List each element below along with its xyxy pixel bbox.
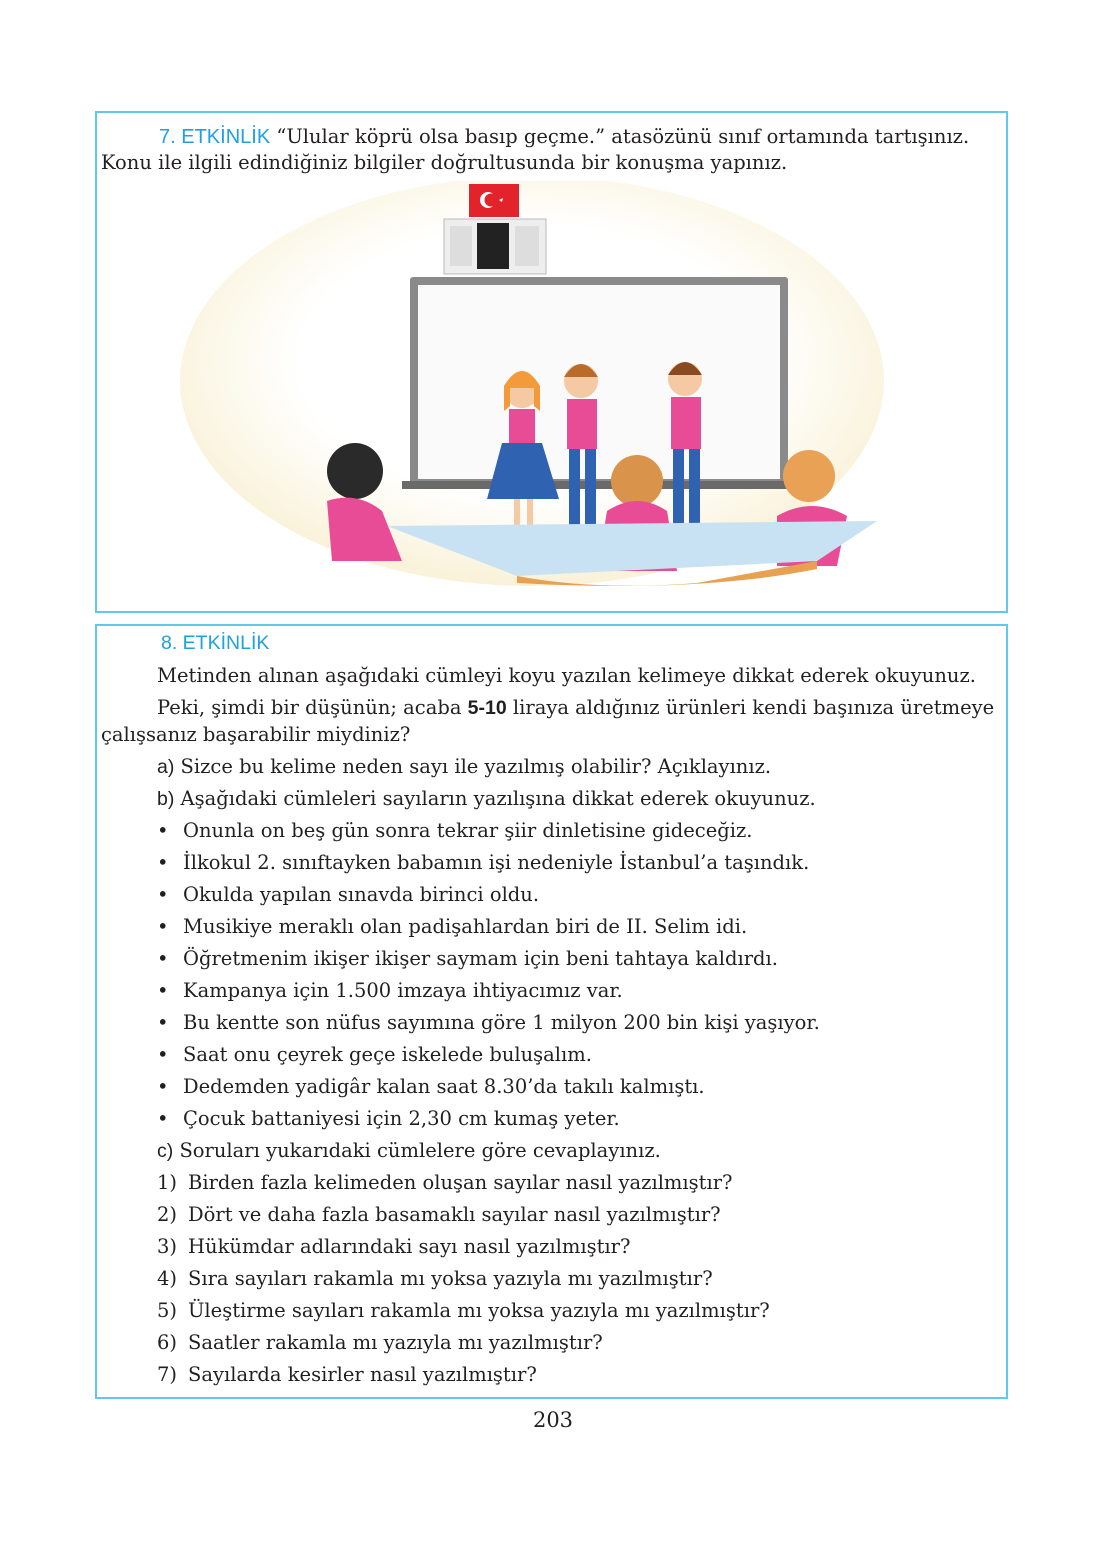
question-number: 6)	[157, 1331, 178, 1354]
bullet-text: Öğretmenim ikişer ikişer saymam için beni tahtaya kaldırdı.	[183, 947, 778, 970]
bullet-item	[101, 850, 998, 876]
bullet-item	[101, 1074, 998, 1100]
bullet-item	[101, 946, 998, 972]
bullet-item	[101, 914, 998, 940]
question-number: 4)	[157, 1267, 178, 1290]
question-a	[101, 754, 998, 780]
question-number: 1)	[157, 1171, 178, 1194]
activity-7-prompt-line2: Konu ile ilgili edindiğiniz bilgiler doğrultusunda bir konuşma yapınız.	[101, 151, 788, 174]
numbered-question	[101, 1362, 998, 1388]
text-c: Soruları yukarıdaki cümlelere göre cevaplayınız.	[173, 1139, 661, 1162]
activity-8-label: 8. ETKİNLİK	[161, 632, 270, 654]
bullet-text: Dedemden yadigâr kalan saat 8.30’da takılı kalmıştı.	[183, 1075, 705, 1098]
bullet-text: Onunla on beş gün sonra tekrar şiir dinletisine gideceğiz.	[183, 819, 753, 842]
numbered-question	[101, 1234, 998, 1260]
bullet-icon: •	[157, 851, 169, 874]
bullet-text: Saat onu çeyrek geçe iskelede buluşalım.	[183, 1043, 592, 1066]
question-text: Saatler rakamla mı yazıyla mı yazılmıştır?	[188, 1331, 603, 1354]
bullet-icon: •	[157, 915, 169, 938]
text-b: Aşağıdaki cümleleri sayıların yazılışına dikkat ederek okuyunuz.	[174, 787, 816, 810]
label-a: a)	[157, 756, 175, 778]
bullet-icon: •	[157, 1043, 169, 1066]
question-text: Sıra sayıları rakamla mı yoksa yazıyla mı yazılmıştır?	[188, 1267, 713, 1290]
numbered-question	[101, 1266, 998, 1292]
activity-8-intro: Metinden alınan aşağıdaki cümleyi koyu yazılan kelimeye dikkat ederek okuyunuz.	[157, 664, 976, 687]
label-b: b)	[157, 788, 175, 810]
activity-7-prompt: “Ulular köprü olsa basıp geçme.” atasözünü sınıf ortamında tartışınız.	[270, 125, 970, 148]
activity-8-quote	[101, 695, 998, 721]
bullet-text: Kampanya için 1.500 imzaya ihtiyacımız var.	[183, 979, 623, 1002]
bullet-icon: •	[157, 979, 169, 1002]
activity-7-label: 7. ETKİNLİK	[159, 126, 271, 148]
question-text: Üleştirme sayıları rakamla mı yoksa yazıyla mı yazılmıştır?	[188, 1299, 770, 1322]
question-text: Sayılarda kesirler nasıl yazılmıştır?	[188, 1363, 537, 1386]
ataturk-poster	[444, 219, 546, 274]
bullet-icon: •	[157, 1075, 169, 1098]
activity-8-quote-line2: çalışsanız başarabilir miydiniz?	[101, 723, 411, 746]
bullet-item	[101, 1010, 998, 1036]
activity-7-text	[101, 124, 998, 176]
quote-text-cont: liraya aldığınız ürünleri kendi başınıza üretmeye	[506, 696, 995, 719]
question-text: Hükümdar adlarındaki sayı nasıl yazılmıştır?	[188, 1235, 631, 1258]
page-number: 203	[532, 1408, 574, 1432]
whiteboard	[402, 277, 796, 489]
question-b	[101, 786, 998, 812]
question-c	[101, 1138, 998, 1164]
classroom-illustration	[177, 181, 897, 601]
activity-8-box	[95, 624, 1008, 1399]
quote-text: Peki, şimdi bir düşünün; acaba	[157, 696, 468, 719]
bullet-item	[101, 1042, 998, 1068]
bullet-icon: •	[157, 819, 169, 842]
bullet-icon: •	[157, 1107, 169, 1130]
bullet-text: Okulda yapılan sınavda birinci oldu.	[183, 883, 540, 906]
bullet-text: Çocuk battaniyesi için 2,30 cm kumaş yeter.	[183, 1107, 620, 1130]
question-text: Dört ve daha fazla basamaklı sayılar nasıl yazılmıştır?	[188, 1203, 721, 1226]
bullet-icon: •	[157, 947, 169, 970]
bullet-item	[101, 818, 998, 844]
bullet-text: Musikiye meraklı olan padişahlardan biri de II. Selim idi.	[183, 915, 748, 938]
question-number: 7)	[157, 1363, 178, 1386]
turkish-flag-icon	[469, 184, 519, 217]
bullet-item	[101, 978, 998, 1004]
question-number: 5)	[157, 1299, 178, 1322]
activity-7-box	[95, 111, 1008, 613]
numbered-question	[101, 1330, 998, 1356]
bullet-icon: •	[157, 883, 169, 906]
bullet-item	[101, 882, 998, 908]
numbered-question	[101, 1170, 998, 1196]
numbered-question	[101, 1298, 998, 1324]
bullet-text: İlkokul 2. sınıftayken babamın işi nedeniyle İstanbul’a taşındık.	[183, 851, 810, 874]
text-a: Sizce bu kelime neden sayı ile yazılmış olabilir? Açıklayınız.	[174, 755, 772, 778]
numbered-question	[101, 1202, 998, 1228]
bullet-item	[101, 1106, 998, 1132]
question-number: 2)	[157, 1203, 178, 1226]
label-c: c)	[157, 1140, 174, 1162]
bullet-icon: •	[157, 1011, 169, 1034]
bullet-text: Bu kentte son nüfus sayımına göre 1 milyon 200 bin kişi yaşıyor.	[183, 1011, 820, 1034]
quote-bold-number: 5-10	[467, 697, 507, 719]
question-text: Birden fazla kelimeden oluşan sayılar nasıl yazılmıştır?	[188, 1171, 733, 1194]
question-number: 3)	[157, 1235, 178, 1258]
